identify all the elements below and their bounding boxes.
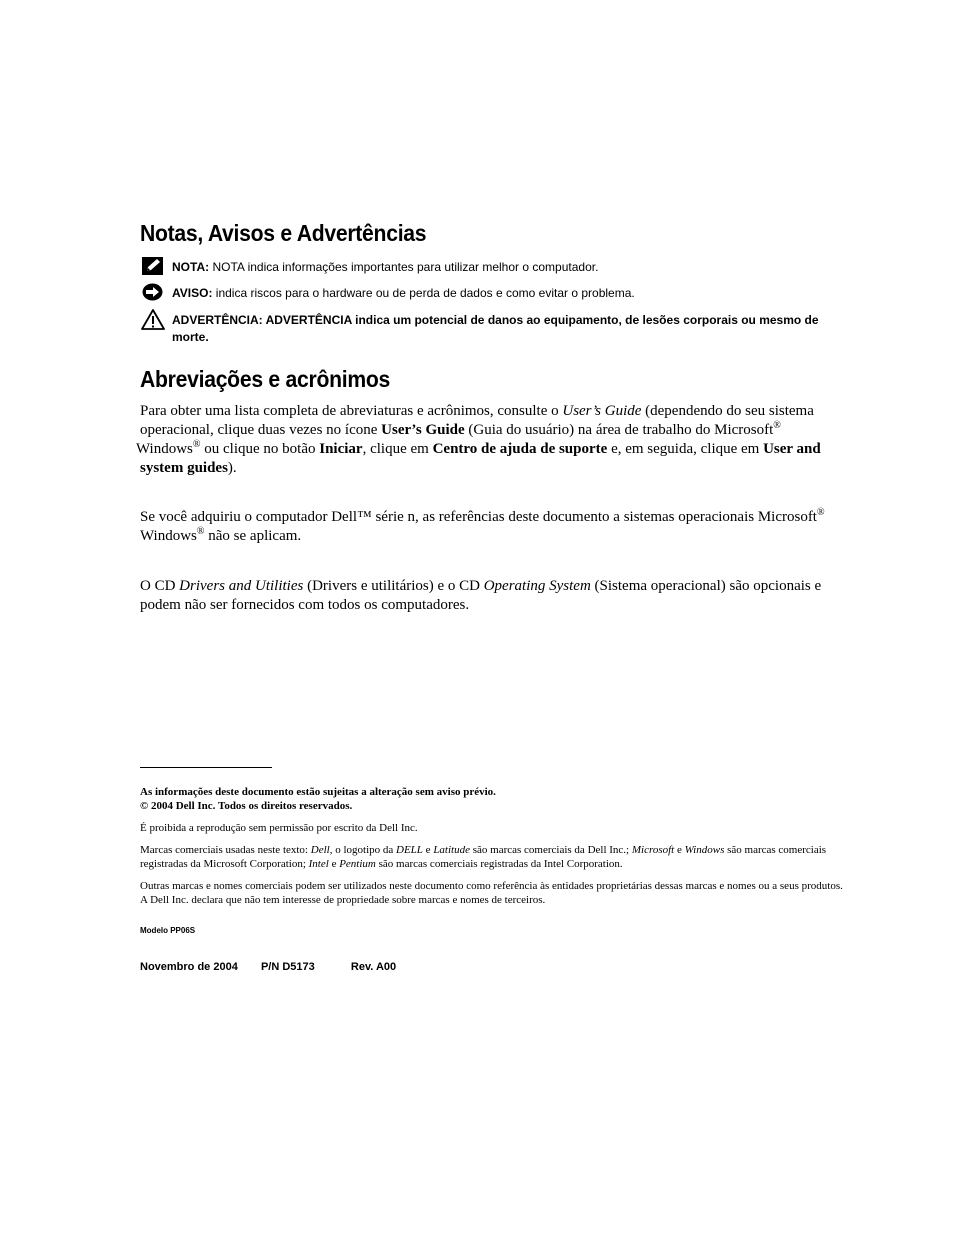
p3-text-c: (Drivers e utilitários) e o CD xyxy=(303,578,484,594)
tm-intel: Intel xyxy=(308,858,329,870)
p1-text-i: , clique em xyxy=(362,441,433,457)
pencil-note-icon xyxy=(142,257,163,275)
start-button-name: Iniciar xyxy=(319,441,363,457)
tm-latitude: Latitude xyxy=(433,844,470,856)
p1-text-m: ). xyxy=(227,460,237,476)
notice-arrow-icon xyxy=(142,283,163,301)
p1-text-a: Para obter uma lista completa de abreviaturas e acrônimos, consulte o xyxy=(140,403,563,419)
p1-text-f: Windows xyxy=(136,441,193,457)
registered-mark: ® xyxy=(192,439,201,450)
footer-divider xyxy=(140,767,272,768)
paragraph-cds xyxy=(140,577,844,615)
section-title-abbreviations: Abreviações e acrônimos xyxy=(140,366,391,392)
model-number: Modelo PP06S xyxy=(140,926,196,935)
registered-mark: ® xyxy=(196,526,205,537)
p2-text-b: Windows xyxy=(140,528,197,544)
users-guide-italic: User’s Guide xyxy=(562,403,642,419)
aviso-label: AVISO: xyxy=(172,286,213,300)
p1-text-e: (Guia do usuário) na área de trabalho do Microsoft xyxy=(464,422,774,438)
tm-windows: Windows xyxy=(684,844,725,856)
p1-text-k: e, em seguida, clique em xyxy=(607,441,764,457)
aviso-text: indica riscos para o hardware ou de perda de dados e como evitar o problema. xyxy=(215,286,635,300)
registered-mark: ® xyxy=(816,507,825,518)
warning-triangle-icon xyxy=(141,309,165,330)
drivers-utilities-cd-name: Drivers and Utilities xyxy=(179,578,304,594)
p2-text-c: não se aplicam. xyxy=(204,528,302,544)
tm-dell: Dell xyxy=(310,844,330,856)
help-center-name: Centro de ajuda de suporte xyxy=(432,441,608,457)
users-guide-icon-name: User’s Guide xyxy=(381,422,465,438)
paragraph-abbreviations xyxy=(136,402,844,478)
tm-dell-logo: DELL xyxy=(396,844,423,856)
p1-text-c: (dependendo do seu sistema operacional, clique duas vezes no ícone xyxy=(140,403,814,438)
nota-text: NOTA indica informações importantes para utilizar melhor o computador. xyxy=(212,260,599,274)
tm-text-g: e xyxy=(328,858,340,870)
footer-copyright: © 2004 Dell Inc. Todos os direitos reservados. xyxy=(140,800,353,812)
tm-text-e: e xyxy=(674,844,685,856)
paragraph-dell-n-series xyxy=(140,508,844,546)
release-date: Novembro de 2004 xyxy=(140,961,238,973)
part-number: P/N D5173 xyxy=(260,961,315,973)
tm-text-b: , o logotipo da xyxy=(329,844,397,856)
footer-info: As informações deste documento estão sujeitas a alteração sem aviso prévio. xyxy=(140,786,496,798)
nota-label: NOTA: xyxy=(172,260,210,274)
advertencia-label: ADVERTÊNCIA: xyxy=(172,313,263,327)
section-title-notes: Notas, Avisos e Advertências xyxy=(140,220,427,246)
p2-text-a: Se você adquiriu o computador Dell™ série n, as referências deste documento a sistemas operacionais Microsoft xyxy=(140,509,817,525)
tm-text-c: e xyxy=(422,844,434,856)
tm-text-a: Marcas comerciais usadas neste texto: xyxy=(140,844,311,856)
footer-trademarks xyxy=(140,843,844,871)
tm-pentium: Pentium xyxy=(339,858,376,870)
revision: Rev. A00 xyxy=(350,961,397,973)
tm-microsoft: Microsoft xyxy=(631,844,675,856)
p1-text-g: ou clique no botão xyxy=(200,441,320,457)
note-aviso xyxy=(172,285,635,302)
tm-text-h: são marcas comerciais registradas da Intel Corporation. xyxy=(375,858,623,870)
footer-other-trademarks: Outras marcas e nomes comerciais podem ser utilizados neste documento como referência às entidades proprietárias dessas marcas e nomes ou a seus produtos. A Dell Inc. declara que não tem interesse de propriedade sobre marcas e nomes de terceiros. xyxy=(140,880,843,906)
tm-text-d: são marcas comerciais da Dell Inc.; xyxy=(469,844,632,856)
note-nota xyxy=(172,259,598,276)
footer-notice xyxy=(140,785,844,813)
p3-text-e: (Sistema operacional) são opcionais e podem não ser fornecidos com todos os computadores. xyxy=(140,578,822,613)
operating-system-cd-name: Operating System xyxy=(483,578,591,594)
advertencia-text: ADVERTÊNCIA indica um potencial de danos ao equipamento, de lesões corporais ou mesmo de xyxy=(265,313,819,327)
tm-text-f: são marcas comerciais registradas da Microsoft Corporation; xyxy=(140,844,827,870)
registered-mark: ® xyxy=(773,420,781,431)
note-advertencia xyxy=(172,312,832,346)
p3-text-a: O CD xyxy=(140,578,180,594)
footer-release-info xyxy=(140,961,396,973)
user-system-guides-name: User and system guides xyxy=(140,441,821,476)
advertencia-text-2: morte. xyxy=(172,330,209,344)
footer-prohibited: É proibida a reprodução sem permissão por escrito da Dell Inc. xyxy=(140,822,418,834)
